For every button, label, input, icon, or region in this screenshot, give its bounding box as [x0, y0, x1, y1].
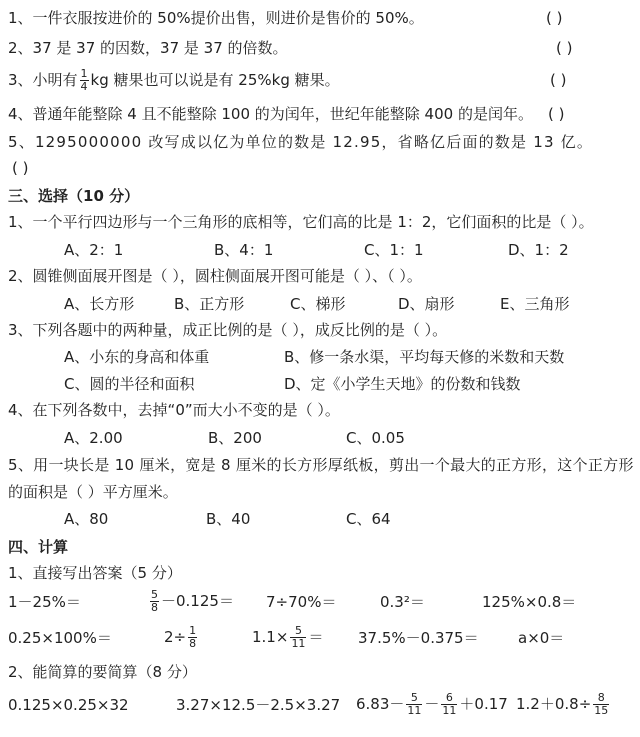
- option[interactable]: A、小东的身高和体重: [64, 348, 210, 366]
- fraction: $\frac{6}{11}$: [442, 691, 457, 717]
- judge-answer-paren[interactable]: ( ): [548, 105, 565, 123]
- option[interactable]: C、圆的半径和面积: [64, 375, 195, 393]
- calc-expr: 3.27×12.5－2.5×3.27: [176, 696, 341, 714]
- judge-item-3: [8, 68, 340, 93]
- section-title: 三、选择（10 分）: [8, 187, 140, 205]
- option[interactable]: D、扇形: [398, 295, 455, 313]
- option[interactable]: D、1：2: [508, 241, 569, 259]
- judge-text: 2、37 是 37 的因数，37 是 37 的倍数。: [8, 39, 288, 57]
- judge-text-pre: 3、小明有: [8, 71, 78, 89]
- choice-question-4: 4、在下列各数中，去掉“0”而大小不变的是（ ）。: [8, 401, 340, 419]
- calc-expr: 6.83－ $\frac{5}{11}$ － $\frac{6}{11}$ ＋0.17: [356, 691, 508, 717]
- option[interactable]: C、64: [346, 510, 391, 528]
- fraction: $\frac{5}{11}$: [291, 624, 306, 650]
- judge-answer-paren[interactable]: ( ): [556, 39, 573, 57]
- choice-question-3: 3、下列各题中的两种量，成正比例的是（ ），成反比例的是（ ）。: [8, 321, 448, 339]
- calc-expr: 1－25%＝: [8, 593, 81, 611]
- judge-item-4: [8, 104, 533, 124]
- option[interactable]: A、长方形: [64, 295, 135, 313]
- section-title: 四、计算: [8, 538, 69, 556]
- calc-expr: $\frac{5}{8}$ －0.125＝: [151, 588, 234, 614]
- option[interactable]: D、定《小学生天地》的份数和钱数: [284, 375, 521, 393]
- option[interactable]: A、2：1: [64, 241, 124, 259]
- subsection-title: 2、能简算的要简算（8 分）: [8, 663, 197, 681]
- fraction: $\frac{1}{8}$: [189, 624, 197, 650]
- judge-text: 5、1295000000 改写成以亿为单位的数是 12.95，省略亿后面的数是 13 亿。: [8, 133, 594, 151]
- option[interactable]: C、梯形: [290, 295, 346, 313]
- choice-question-2: 2、圆锥侧面展开图是（ ），圆柱侧面展开图可能是（ ）、（ ）。: [8, 267, 422, 285]
- choice-question-5-cont: 的面积是（ ）平方厘米。: [8, 483, 178, 501]
- calc-expr: 7÷70%＝: [266, 593, 337, 611]
- option[interactable]: A、80: [64, 510, 109, 528]
- calc-expr: 1.1× $\frac{5}{11}$ ＝: [252, 624, 324, 650]
- option[interactable]: A、2.00: [64, 429, 123, 447]
- calc-expr: 0.3²＝: [380, 593, 425, 611]
- option[interactable]: C、1：1: [364, 241, 424, 259]
- calc-expr: 0.125×0.25×32: [8, 696, 129, 714]
- judge-text: 4、普通年能整除 4 且不能整除 100 的为闰年，世纪年能整除 400 的是闰年。: [8, 105, 533, 123]
- calc-expr: 125%×0.8＝: [482, 593, 577, 611]
- fraction: $\frac{5}{8}$: [151, 588, 158, 614]
- judge-answer-paren[interactable]: ( ): [546, 9, 563, 27]
- judge-item-5: [8, 132, 593, 152]
- option[interactable]: C、0.05: [346, 429, 405, 447]
- calc-expr: 37.5%－0.375＝: [358, 629, 479, 647]
- fraction: $\frac{5}{11}$: [407, 691, 422, 717]
- option[interactable]: B、正方形: [174, 295, 245, 313]
- option[interactable]: B、200: [208, 429, 262, 447]
- subsection-title: 1、直接写出答案（5 分）: [8, 564, 182, 582]
- judge-text-post: kg 糖果也可以说是有 25%kg 糖果。: [90, 71, 340, 89]
- judge-answer-paren[interactable]: ( ): [12, 159, 29, 177]
- fraction: $\frac{1}{4}$: [80, 67, 88, 93]
- calc-expr: 2÷ $\frac{1}{8}$: [164, 624, 197, 650]
- calc-expr: 0.25×100%＝: [8, 629, 112, 647]
- choice-question-1: 1、一个平行四边形与一个三角形的底相等，它们高的比是 1：2，它们面积的比是（ ）。: [8, 213, 594, 231]
- fraction: $\frac{8}{15}$: [594, 691, 609, 717]
- option[interactable]: B、40: [206, 510, 251, 528]
- option[interactable]: E、三角形: [500, 295, 570, 313]
- judge-item-2: [8, 38, 288, 58]
- calc-expr: 1.2＋0.8÷ $\frac{8}{15}$: [516, 691, 609, 717]
- option[interactable]: B、4：1: [214, 241, 274, 259]
- judge-answer-paren[interactable]: ( ): [550, 71, 567, 89]
- judge-text: 1、一件衣服按进价的 50%提价出售，则进价是售价的 50%。: [8, 9, 424, 27]
- option[interactable]: B、修一条水渠，平均每天修的米数和天数: [284, 348, 565, 366]
- calc-expr: a×0＝: [518, 629, 565, 647]
- judge-item-1: [8, 8, 424, 28]
- choice-question-5: 5、用一块长是 10 厘米，宽是 8 厘米的长方形厚纸板，剪出一个最大的正方形，这个正方形: [8, 456, 634, 474]
